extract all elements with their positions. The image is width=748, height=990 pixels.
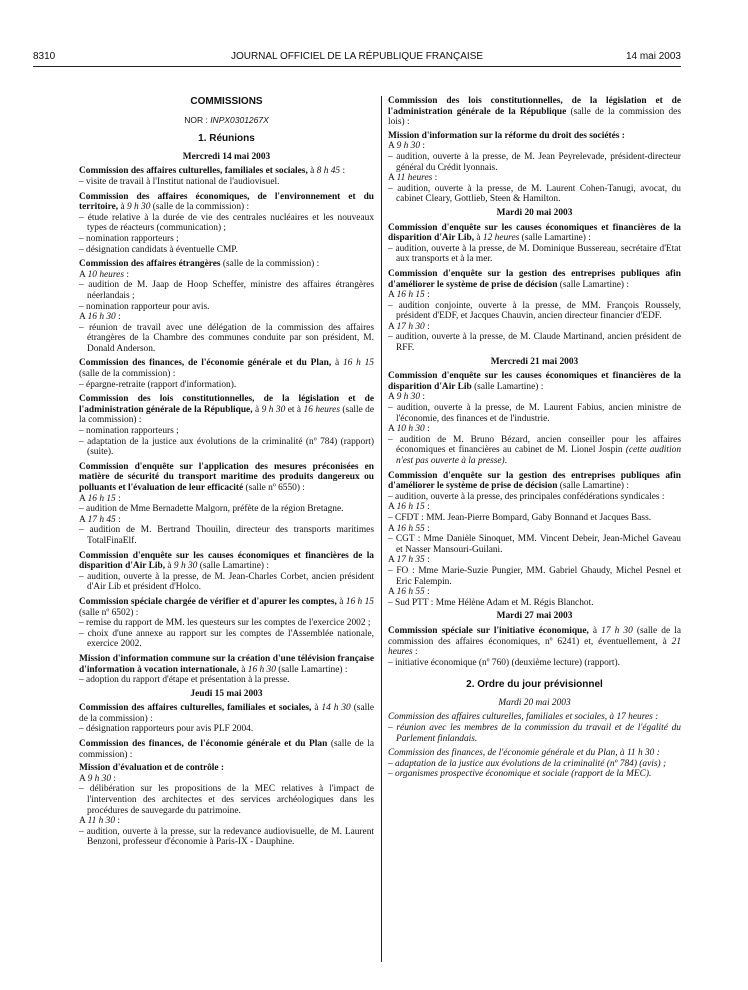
header-rule xyxy=(33,66,681,67)
commission-entry: Commission des finances, de l'économie générale et du Plan, à 16 h 15 (salle de la commission) : xyxy=(79,358,374,380)
agenda-item: – audition, ouverte à la presse, de M. Jean-Charles Corbet, ancien président d'Air Lib et président d'Holco. xyxy=(79,571,374,593)
commission-entry: Commission d'enquête sur la gestion des entreprises publiques afin d'améliorer le système de prise de décision (salle Lamartine) : xyxy=(388,268,681,290)
meeting-time: 17 h 30 xyxy=(601,625,633,636)
agenda-item: – FO : Mme Marie-Suzie Pungier, MM. Gabriel Ghaudy, Michel Pesnel et Eric Falempin. xyxy=(388,565,681,587)
commission-entry: Commission des lois constitutionnelles, de la législation et de l'administration générale de la République (salle de la commission des lois) : xyxy=(388,96,681,128)
commission-entry: Commission des lois constitutionnelles, de la législation et de l'administration générale de la République, à 9 h 30 et à 16 heures (salle de la commission) : xyxy=(79,394,375,426)
commission-name: Commission spéciale sur l'initiative économique, xyxy=(388,625,589,636)
agenda-item: – audition de M. Bruno Bézard, ancien conseiller pour les affaires économiques et financières au cabinet de M. Lionel Jospin (cette audition n'est pas ouverte à la presse). xyxy=(388,434,682,466)
time-slot: A 9 h 30 : xyxy=(79,773,116,784)
commission-entry: Commission spéciale chargée de vérifier et d'apurer les comptes, à 16 h 15 (salle nº 6502) : xyxy=(79,596,374,618)
time-slot: A 10 h 30 : xyxy=(388,424,430,435)
commission-name: Commission des affaires économiques, de l'environnement et du territoire, xyxy=(79,191,374,213)
commission-name: Commission des affaires culturelles, familiales et sociales, xyxy=(79,703,312,714)
meeting-time: 9 h 30 xyxy=(126,202,151,213)
commission-name: Commission d'enquête sur l'application des mesures préconisées en matière de sécurité du transport maritime des produits dangereux ou polluants et l'évaluation de leur efficacité xyxy=(79,461,374,493)
nor-label: NOR : xyxy=(184,114,211,125)
commission-name: Commission des affaires culturelles, familiales et sociales, xyxy=(79,166,308,177)
commission-entry: Commission d'enquête sur les causes économiques et financières de la disparition d'Air Lib, à 12 heures (salle Lamartine) : xyxy=(388,222,681,244)
agenda-item: – réunion de travail avec une délégation de la commission des affaires étrangères de la Chambre des communes conduite par son président, M. Donald Anderson. xyxy=(79,322,374,354)
agenda-item: – audition, ouverte à la presse, de M. Laurent Cohen-Tanugi, avocat, du cabinet Cleary, Gottlieb, Steen & Hamilton. xyxy=(388,183,681,205)
time-slot: A 17 h 30 : xyxy=(388,321,430,332)
subsection-title: 2. Ordre du jour prévisionnel xyxy=(466,679,603,691)
commission-entry: Commission d'enquête sur les causes économiques et financières de la disparition d'Air Lib, à 9 h 30 (salle Lamartine) : xyxy=(79,550,374,572)
journal-title: JOURNAL OFFICIEL DE LA RÉPUBLIQUE FRANÇAISE xyxy=(230,51,484,62)
agenda-item: – audition, ouverte à la presse, de M. Dominique Bussereau, secrétaire d'Etat aux transports et à la mer. xyxy=(388,243,681,265)
time-slot: A 16 h 15 : xyxy=(388,502,430,513)
agenda-item: – choix d'une annexe au rapport sur les comptes de l'Assemblée nationale, exercice 2002. xyxy=(79,628,374,650)
commission-name: Mission d'information commune sur la création d'une télévision française d'information à vocation internationale, xyxy=(79,653,374,675)
agenda-item: – audition, ouverte à la presse, des principales confédérations syndicales : xyxy=(388,491,665,502)
date-heading: Mardi 20 mai 2003 xyxy=(496,207,573,218)
commission-name: Commission spéciale chargée de vérifier et d'apurer les comptes, xyxy=(79,596,337,607)
agenda-item: – adaptation de la justice aux évolutions de la criminalité (nº 784) (avis) ; xyxy=(388,758,667,769)
meeting-time: 16 h 15 xyxy=(345,596,374,607)
meeting-time: 21 heures xyxy=(388,636,681,658)
agenda-item: – étude relative à la durée de vie des centrales nucléaires et les nouveaux types de réacteurs (communication) ; xyxy=(79,212,374,234)
agenda-item: – désignation rapporteurs pour avis PLF 2004. xyxy=(79,724,254,735)
left-column xyxy=(79,96,374,848)
commission-entry: Mission d'information commune sur la création d'une télévision française d'information à vocation internationale, à 16 h 30 (salle Lamartine) : xyxy=(79,653,374,675)
commission-entry: Commission d'enquête sur l'application des mesures préconisées en matière de sécurité du transport maritime des produits dangereux ou polluants et l'évaluation de leur efficacité (salle nº 6550) : xyxy=(79,461,374,493)
agenda-item: – audition de Mme Bernadette Malgorn, préfète de la région Bretagne. xyxy=(79,504,344,515)
commission-entry: Commission des affaires étrangères (salle de la commission) : xyxy=(79,259,320,270)
date-heading: Mercredi 14 mai 2003 xyxy=(182,151,271,162)
meeting-time: 12 heures xyxy=(482,233,520,244)
agenda-item: – initiative économique (nº 760) (deuxième lecture) (rapport). xyxy=(388,657,620,668)
agenda-item: – adoption du rapport d'étape et présentation à la presse. xyxy=(79,675,290,686)
agenda-item: – nomination rapporteurs ; xyxy=(79,233,179,244)
agenda-item: – Sud PTT : Mme Hélène Adam et M. Régis Blanchot. xyxy=(388,597,594,608)
section-title: COMMISSIONS xyxy=(190,96,263,107)
time-slot: A 17 h 45 : xyxy=(79,514,121,525)
commission-name: Commission d'enquête sur les causes économiques et financières de la disparition d'Air Lib, xyxy=(388,222,681,244)
meeting-time: 16 h 15 xyxy=(342,358,374,369)
commission-entry: Commission des finances, de l'économie générale et du Plan (salle de la commission) : xyxy=(79,739,374,760)
time-slot: A 10 heures : xyxy=(79,269,129,280)
agenda-item: – désignation candidats à éventuelle CMP. xyxy=(79,244,238,255)
mission-heading: Mission d'évaluation et de contrôle : xyxy=(79,763,225,774)
commission-entry: Commission des affaires culturelles, familiales et sociales, à 17 heures : xyxy=(388,712,659,723)
right-column xyxy=(388,96,681,780)
commission-name: Commission d'enquête sur les causes économiques et financières de la disparition d'Air Lib, xyxy=(79,550,374,572)
time-slot: A 9 h 30 : xyxy=(388,141,425,152)
agenda-item: – audition, ouverte à la presse, de M. Claude Martinand, ancien président de RFF. xyxy=(388,332,681,354)
nor-reference xyxy=(79,115,374,126)
commission-entry: Commission des affaires culturelles, familiales et sociales, à 14 h 30 (salle de la commission) : xyxy=(79,703,374,724)
meeting-time: 14 h 30 xyxy=(321,703,351,714)
commission-entry: Commission des affaires culturelles, familiales et sociales, à 8 h 45 : xyxy=(79,166,346,177)
agenda-item: – réunion avec les membres de la commission du travail et de l'égalité du Parlement finlandais. xyxy=(388,723,681,744)
agenda-item: – audition de M. Bertrand Thouilin, directeur des transports maritimes TotalFinaElf. xyxy=(79,525,374,546)
time-slot: A 9 h 30 : xyxy=(388,392,425,403)
commission-name: Commission d'enquête sur la gestion des entreprises publiques afin d'améliorer le système de prise de décision xyxy=(388,470,681,492)
agenda-item: – CFDT : MM. Jean-Pierre Bompard, Gaby Bonnand et Jacques Bass. xyxy=(388,512,652,523)
commission-name: Commission des lois constitutionnelles, de la législation et de l'administration générale de la République xyxy=(388,96,681,117)
date-heading: Mardi 27 mai 2003 xyxy=(496,611,573,622)
commission-name: Commission d'enquête sur la gestion des entreprises publiques afin d'améliorer le système de prise de décision xyxy=(388,268,681,290)
meeting-time: 9 h 30 xyxy=(173,561,198,572)
agenda-item: – adaptation de la justice aux évolutions de la criminalité (nº 784) (rapport) (suite). xyxy=(79,436,374,458)
commission-entry: Commission des finances, de l'économie générale et du Plan, à 11 h 30 : xyxy=(388,748,660,759)
date-heading: Mardi 20 mai 2003 xyxy=(498,697,571,708)
agenda-item: – épargne-retraite (rapport d'information). xyxy=(79,379,237,390)
time-slot: A 16 h 30 : xyxy=(79,312,121,323)
meeting-time: 16 h 30 xyxy=(247,664,276,675)
page-header xyxy=(33,51,681,65)
agenda-item: – audition, ouverte à la presse, de M. Laurent Fabius, ancien ministre de l'économie, des finances et de l'industrie. xyxy=(388,403,681,424)
commission-name: Commission des affaires étrangères xyxy=(79,259,221,270)
meeting-time: 16 heures xyxy=(303,404,340,415)
time-slot: A 11 h 30 : xyxy=(79,816,120,827)
commission-name: Commission des finances, de l'économie générale et du Plan, xyxy=(79,358,332,369)
agenda-item: – organismes prospective économique et sociale (rapport de la MEC). xyxy=(388,769,652,780)
meeting-time: 8 h 45 xyxy=(316,166,341,177)
agenda-item: – CGT : Mme Danièle Sinoquet, MM. Vincent Debeir, Jean-Michel Gaveau et Nasser Mansouri-Guilani. xyxy=(388,534,681,555)
page-number: 8310 xyxy=(33,51,56,62)
commission-entry: Commission d'enquête sur la gestion des entreprises publiques afin d'améliorer le système de prise de décision (salle Lamartine) : xyxy=(388,470,681,492)
time-slot: A 16 h 15 : xyxy=(388,290,430,301)
agenda-item: – remise du rapport de MM. les questeurs sur les comptes de l'exercice 2002 ; xyxy=(79,618,371,629)
agenda-item: – audition conjointe, ouverte à la presse, de MM. François Roussely, président d'EDF, et Jacques Chauvin, ancien directeur financier d'EDF. xyxy=(388,300,681,322)
commission-name: Commission des lois constitutionnelles, de la législation et de l'administration générale de la République, xyxy=(79,394,374,415)
agenda-item: – nomination rapporteurs ; xyxy=(79,426,179,437)
time-slot: A 16 h 55 : xyxy=(388,587,430,598)
commission-name: Commission d'enquête sur les causes économiques et financières de la disparition d'Air Lib xyxy=(388,371,681,392)
time-slot: A 11 heures : xyxy=(388,173,438,184)
time-slot: A 16 h 15 : xyxy=(79,493,121,504)
mission-heading: Mission d'information sur la réforme du droit des sociétés : xyxy=(388,130,625,141)
nor-code: INPX0301267X xyxy=(210,114,269,125)
commission-name: Commission des finances, de l'économie générale et du Plan xyxy=(79,739,328,750)
time-slot: A 16 h 55 : xyxy=(388,523,430,534)
agenda-item: – audition, ouverte à la presse, sur la redevance audiovisuelle, de M. Laurent Benzoni, professeur d'économie à Paris-IX - Dauphine. xyxy=(79,826,374,848)
commission-entry: Commission des affaires économiques, de l'environnement et du territoire, à 9 h 30 (salle de la commission) : xyxy=(79,191,374,213)
agenda-item: – visite de travail à l'Institut national de l'audiovisuel. xyxy=(79,176,280,187)
meeting-time: 9 h 30 xyxy=(261,404,286,415)
issue-date: 14 mai 2003 xyxy=(625,51,681,62)
subsection-title: 1. Réunions xyxy=(198,133,255,145)
agenda-item: – nomination rapporteur pour avis. xyxy=(79,301,210,312)
date-heading: Mercredi 21 mai 2003 xyxy=(490,356,579,367)
agenda-item: – audition, ouverte à la presse, de M. Jean Peyrelevade, président-directeur général du Crédit lyonnais. xyxy=(388,151,681,173)
date-heading: Jeudi 15 mai 2003 xyxy=(190,688,263,699)
agenda-item: – délibération sur les propositions de la MEC relatives à l'impact de l'intervention des architectes et des services archéologiques dans les procédures de sauvegarde du patrimoine. xyxy=(79,784,374,816)
agenda-item: – audition de M. Jaap de Hoop Scheffer, ministre des affaires étrangères néerlandais ; xyxy=(79,280,374,301)
column-divider xyxy=(381,96,382,962)
time-slot: A 17 h 35 : xyxy=(388,555,430,566)
commission-entry: Commission d'enquête sur les causes économiques et financières de la disparition d'Air Lib (salle Lamartine) : xyxy=(388,371,681,392)
commission-entry: Commission spéciale sur l'initiative économique, à 17 h 30 (salle de la commission des affaires économiques, nº 6241) et, éventuellement, à 21 heures : xyxy=(388,625,681,658)
